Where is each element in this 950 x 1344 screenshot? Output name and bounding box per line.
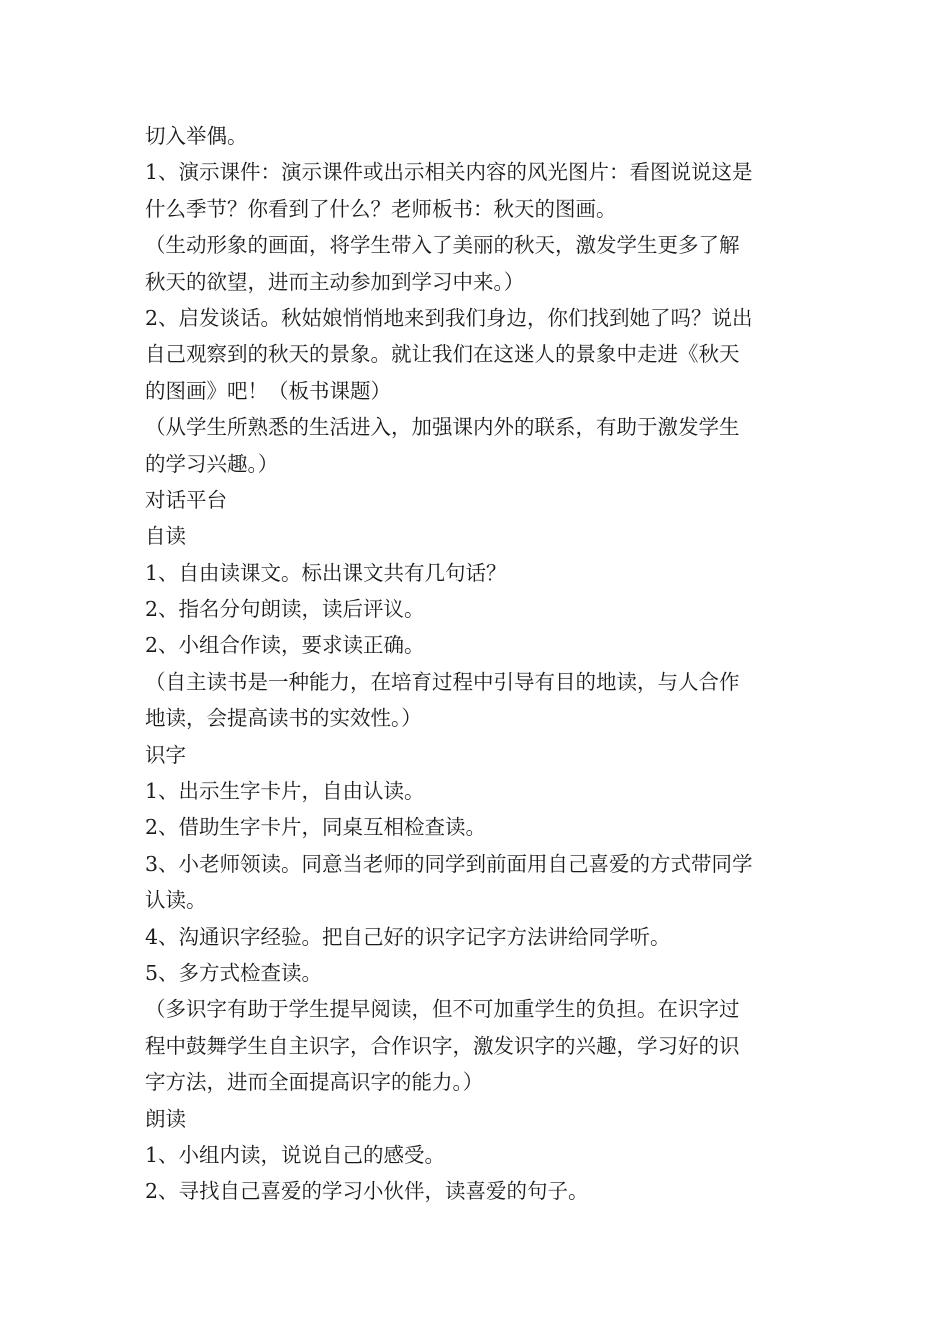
- text-line: 1、演示课件：演示课件或出示相关内容的风光图片：看图说说这是: [145, 160, 753, 185]
- text-line: 自己观察到的秋天的景象。就让我们在这迷人的景象中走进《秋天: [145, 342, 740, 367]
- section-heading: 识字: [145, 742, 186, 767]
- section-heading: 自读: [145, 524, 186, 549]
- text-line: 什么季节？你看到了什么？老师板书：秋天的图画。: [145, 196, 617, 221]
- text-line: 5、多方式检查读。: [145, 960, 323, 985]
- text-line: 2、小组合作读，要求读正确。: [145, 633, 425, 658]
- text-line: 认读。: [145, 888, 207, 913]
- text-line: 1、自由读课文。标出课文共有几句话？: [145, 560, 507, 585]
- text-line: 程中鼓舞学生自主识字，合作识字，激发识字的兴趣，学习好的识: [145, 1033, 740, 1058]
- text-line: 4、沟通识字经验。把自己好的识字记字方法讲给同学听。: [145, 924, 671, 949]
- text-line: 切入举偶。: [145, 124, 248, 148]
- text-line: （从学生所熟悉的生活进入，加强课内外的联系，有助于激发学生: [145, 415, 740, 440]
- text-line: 秋天的欲望，进而主动参加到学习中来。）: [145, 269, 525, 294]
- text-line: 的学习兴趣。）: [145, 451, 279, 476]
- text-line: 1、出示生字卡片，自由认读。: [145, 779, 425, 804]
- text-line: （自主读书是一种能力，在培育过程中引导有目的地读，与人合作: [145, 669, 740, 694]
- document-body: [145, 118, 815, 1210]
- text-line: 2、启发谈话。秋姑娘悄悄地来到我们身边，你们找到她了吗？说出: [145, 305, 753, 330]
- text-line: 2、寻找自己喜爱的学习小伙伴，读喜爱的句子。: [145, 1179, 589, 1204]
- text-line: 2、借助生字卡片，同桌互相检查读。: [145, 815, 487, 840]
- text-line: （多识字有助于学生提早阅读，但不可加重学生的负担。在识字过: [145, 997, 740, 1022]
- text-line: 1、小组内读，说说自己的感受。: [145, 1142, 446, 1167]
- text-line: 3、小老师领读。同意当老师的同学到前面用自己喜爱的方式带同学: [145, 851, 753, 876]
- section-heading: 朗读: [145, 1106, 186, 1131]
- text-line: 的图画》吧！（板书课题）: [145, 378, 391, 403]
- text-line: （生动形象的画面，将学生带入了美丽的秋天，激发学生更多了解: [145, 233, 740, 258]
- text-line: 地读，会提高读书的实效性。）: [145, 706, 422, 731]
- text-line: 2、指名分句朗读，读后评议。: [145, 597, 425, 622]
- text-line: 字方法，进而全面提高识字的能力。）: [145, 1070, 484, 1095]
- section-heading: 对话平台: [145, 487, 227, 512]
